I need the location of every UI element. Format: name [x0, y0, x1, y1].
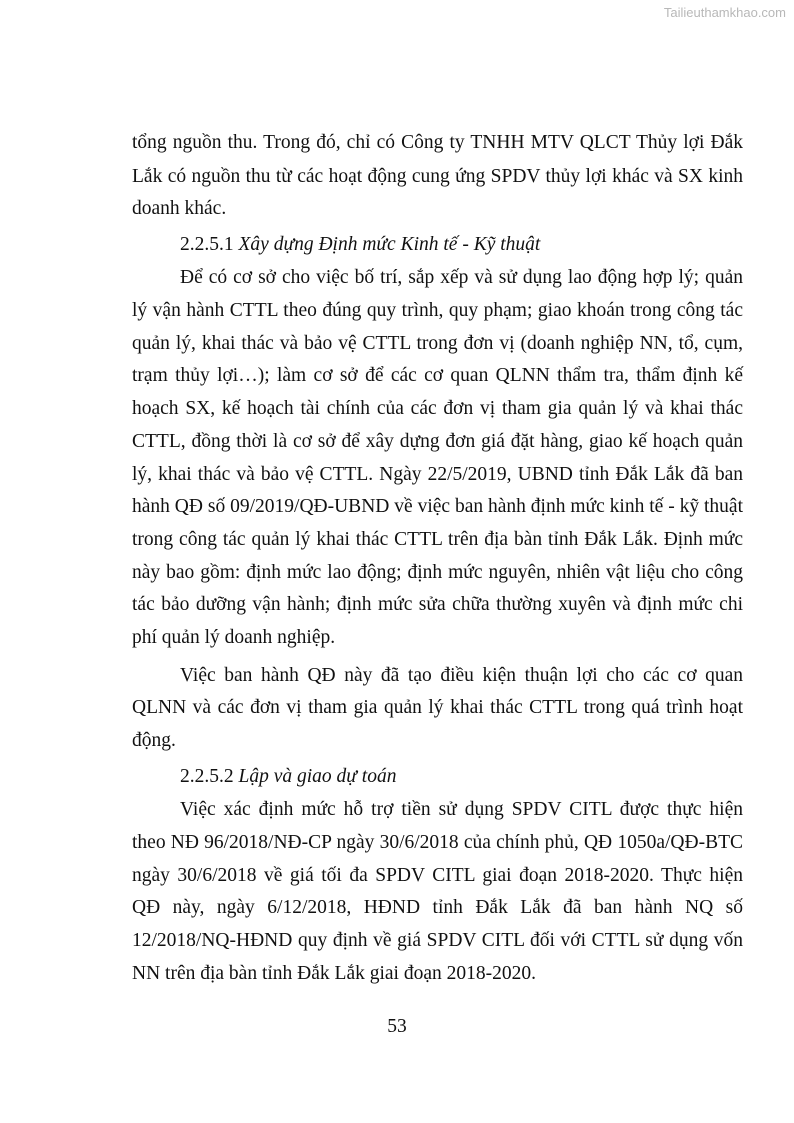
section-number: 2.2.5.2	[180, 766, 239, 787]
text-line: trạm thủy lợi…); làm cơ sở để các cơ quan QLNN thẩm tra, thẩm định kế	[132, 365, 743, 386]
text-line: doanh khác.	[132, 198, 227, 219]
text-line: 12/2018/NQ-HĐND quy định về giá SPDV CITL đối với CTTL sử dụng vốn	[132, 930, 743, 951]
text-line: phí quản lý doanh nghiệp.	[132, 627, 336, 648]
text-line: trong công tác quản lý khai thác CTTL trên địa bàn tỉnh Đắk Lắk. Định mức	[132, 529, 743, 550]
text-line: CTTL, đồng thời là cơ sở để xây dựng đơn giá đặt hàng, giao kế hoạch quản	[132, 431, 743, 452]
text-line: hoạch SX, kế hoạch tài chính của các đơn vị tham gia quản lý và khai thác	[132, 398, 743, 419]
text-line: NN trên địa bàn tỉnh Đắk Lắk giai đoạn 2018-2020.	[132, 963, 536, 984]
text-line: lý vận hành CTTL theo đúng quy trình, quy phạm; giao khoán trong công tác	[132, 300, 743, 321]
text-line: Lắk có nguồn thu từ các hoạt động cung ứng SPDV thủy lợi khác và SX kinh	[132, 166, 743, 187]
page-number: 53	[387, 1016, 407, 1037]
text-line: lý, khai thác và bảo vệ CTTL. Ngày 22/5/2019, UBND tỉnh Đắk Lắk đã ban	[132, 464, 743, 485]
text-line: tổng nguồn thu. Trong đó, chỉ có Công ty TNHH MTV QLCT Thủy lợi Đắk	[132, 132, 743, 153]
text-line: QLNN và các đơn vị tham gia quản lý khai thác CTTL trong quá trình hoạt	[132, 697, 743, 718]
text-line: tác bảo dưỡng vận hành; định mức sửa chữa thường xuyên và định mức chi	[132, 594, 743, 615]
text-line: Để có cơ sở cho việc bố trí, sắp xếp và sử dụng lao động hợp lý; quản	[180, 267, 743, 288]
text-line: theo NĐ 96/2018/NĐ-CP ngày 30/6/2018 của chính phủ, QĐ 1050a/QĐ-BTC	[132, 832, 743, 853]
section-heading	[180, 765, 396, 789]
text-line: động.	[132, 730, 176, 751]
text-line: này bao gồm: định mức lao động; định mức nguyên, nhiên vật liệu cho công	[132, 562, 743, 583]
text-line: QĐ này, ngày 6/12/2018, HĐND tỉnh Đắk Lắk đã ban hành NQ số	[132, 897, 743, 918]
text-line: ngày 30/6/2018 về giá tối đa SPDV CITL giai đoạn 2018-2020. Thực hiện	[132, 865, 743, 886]
text-line: Việc xác định mức hỗ trợ tiền sử dụng SPDV CITL được thực hiện	[180, 799, 743, 820]
section-title: Lập và giao dự toán	[238, 766, 397, 787]
text-line: hành QĐ số 09/2019/QĐ-UBND về việc ban hành định mức kinh tế - kỹ thuật	[132, 496, 743, 517]
text-line: quản lý, khai thác và bảo vệ CTTL trong đơn vị (doanh nghiệp NN, tổ, cụm,	[132, 333, 743, 354]
section-title: Xây dựng Định mức Kinh tế - Kỹ thuật	[238, 234, 541, 255]
watermark: Tailieuthamkhao.com	[663, 5, 786, 20]
section-heading	[180, 233, 540, 257]
section-number: 2.2.5.1	[180, 234, 239, 255]
text-line: Việc ban hành QĐ này đã tạo điều kiện thuận lợi cho các cơ quan	[180, 665, 743, 686]
